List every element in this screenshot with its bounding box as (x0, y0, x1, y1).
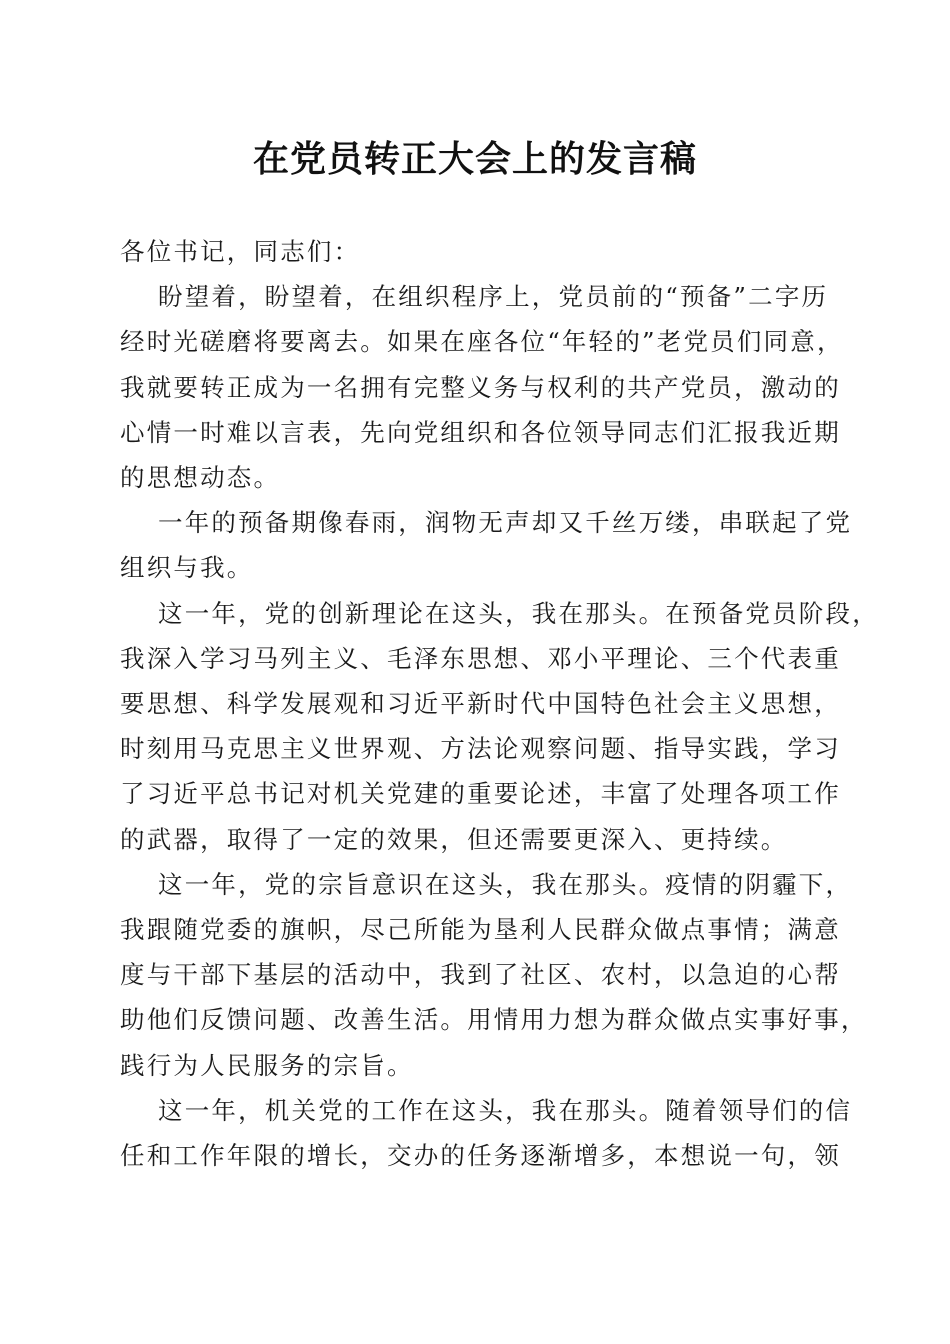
paragraph-2 (120, 500, 853, 590)
paragraph-5 (120, 1088, 853, 1178)
text-line: 的思想动态。 (120, 463, 281, 493)
text-line: 组织与我。 (120, 553, 254, 583)
text-line: 经时光磋磨将要离去。如果在座各位“年轻的”老党员们同意， (120, 327, 844, 357)
text-line: 盼望着，盼望着，在组织程序上，党员前的“预备”二字历 (158, 282, 829, 312)
text-line: 各位书记，同志们： (120, 237, 361, 266)
text-line: 时刻用马克思主义世界观、方法论观察问题、指导实践，学习 (120, 734, 841, 764)
text-line: 心情一时难以言表，先向党组织和各位领导同志们汇报我近期 (120, 417, 841, 447)
text-line: 我深入学习马列主义、毛泽东思想、邓小平理论、三个代表重 (120, 643, 841, 673)
document-body (120, 229, 879, 1178)
text-line: 度与干部下基层的活动中，我到了社区、农村，以急迫的心帮 (120, 960, 841, 990)
text-line: 我跟随党委的旗帜，尽己所能为垦利人民群众做点事情；满意 (120, 915, 841, 945)
text-line: 这一年，党的创新理论在这头，我在那头。在预备党员阶段， (158, 598, 879, 628)
text-line: 的武器，取得了一定的效果，但还需要更深入、更持续。 (120, 824, 788, 854)
text-line: 这一年，机关党的工作在这头，我在那头。随着领导们的信 (158, 1095, 853, 1125)
text-line: 践行为人民服务的宗旨。 (120, 1050, 414, 1080)
text-line: 一年的预备期像春雨，润物无声却又千丝万缕，串联起了党 (158, 508, 853, 538)
salutation (120, 229, 832, 274)
paragraph-3 (120, 591, 879, 862)
text-line: 我就要转正成为一名拥有完整义务与权利的共产党员，激动的 (120, 372, 841, 402)
text-line: 了习近平总书记对机关党建的重要论述，丰富了处理各项工作 (120, 779, 841, 809)
paragraph-4 (120, 862, 868, 1088)
text-line: 这一年，党的宗旨意识在这头，我在那头。疫情的阴霾下， (158, 869, 853, 899)
paragraph-1 (120, 274, 844, 500)
text-line: 助他们反馈问题、改善生活。用情用力想为群众做点实事好事， (120, 1005, 868, 1035)
text-line: 要思想、科学发展观和习近平新时代中国特色社会主义思想， (120, 689, 841, 719)
text-line: 任和工作年限的增长，交办的任务逐渐增多，本想说一句，领 (120, 1141, 841, 1171)
page-title: 在党员转正大会上的发言稿 (252, 138, 697, 180)
